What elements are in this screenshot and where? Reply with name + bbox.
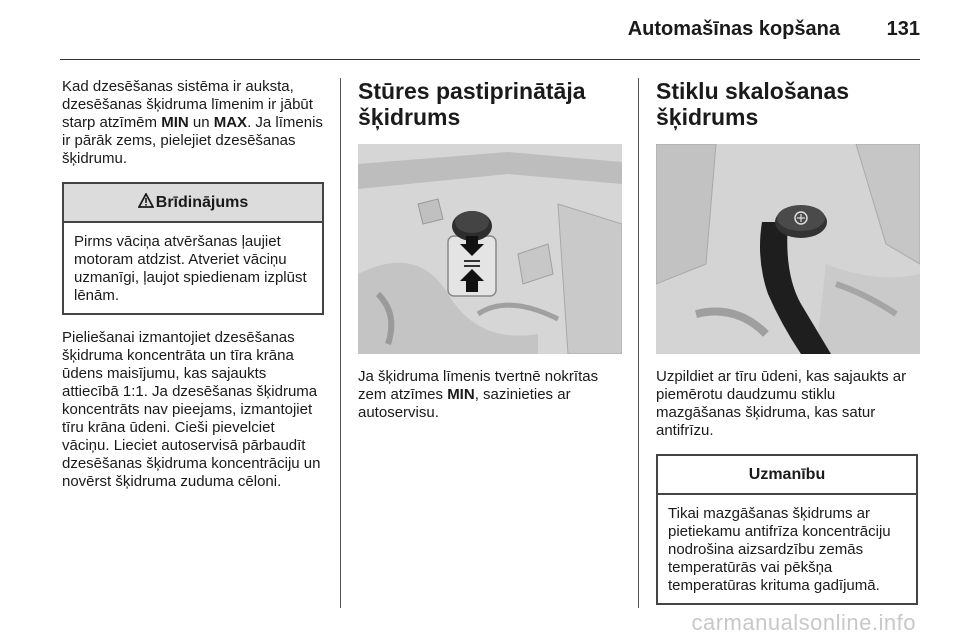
text-run: . Ja līmenis ir pārāk zems, pielejiet dzesēšanas šķidrumu. <box>62 114 323 167</box>
notice-box <box>656 454 918 605</box>
washer-fluid-text: Uzpildiet ar tīru ūdeni, kas sajaukts ar piemērotu daudzumu stiklu mazgāšanas šķidruma, kas satur antifrīzu. <box>656 368 907 439</box>
watermark: carmanualsonline.info <box>691 610 916 635</box>
column-divider-2 <box>638 78 639 608</box>
power-steering-text <box>358 368 620 422</box>
warning-triangle-icon <box>138 193 154 213</box>
warning-box-header <box>64 184 322 223</box>
warning-box <box>62 182 324 315</box>
warning-title: Brīdinājums <box>155 193 249 211</box>
text-run: Ja šķidruma līmenis tvertnē nokrītas zem atzīmes <box>358 368 599 403</box>
column-divider-1 <box>340 78 341 608</box>
notice-box-header <box>658 456 916 495</box>
coolant-mix-paragraph: Pieliešanai izmantojiet dzesēšanas šķidruma koncentrāta un tīra krāna ūdens maisījumu, kas sajaukts attiecībā 1:1. Ja dzesēšanas šķidruma koncentrāts nav pieejams, izmantojiet tīru krāna ūdeni. Cieši pievelciet vāciņu. Lieciet autoservisā pārbaudīt dzesēšanas šķidruma koncentrāciju un novērst šķidruma zuduma cēloni. <box>62 329 321 490</box>
notice-title: Uzmanību <box>748 465 826 483</box>
column-1 <box>62 78 324 491</box>
min-mark-label: MIN <box>447 386 475 403</box>
min-mark-label: MIN <box>161 114 189 131</box>
coolant-level-paragraph <box>62 78 324 168</box>
column-2 <box>358 78 620 422</box>
power-steering-heading: Stūres pastiprinātāja šķidrums <box>358 78 586 130</box>
page-number: 131 <box>886 18 920 40</box>
column-3 <box>656 78 918 605</box>
section-title: Automašīnas kopšana <box>627 18 840 40</box>
text-run: Kad dzesēšanas sistēma ir auksta, dzesēšanas šķidruma līmenim ir jābūt starp atzīmēm <box>62 78 313 131</box>
header-rule <box>60 59 920 60</box>
notice-body: Tikai mazgāšanas šķidrums ar pietiekamu antifrīza koncentrāciju nodrošina aizsardzību zemās temperatūrās vai pēkšņa temperatūras krituma gadījumā. <box>668 505 891 594</box>
power-steering-reservoir-photo <box>358 144 622 354</box>
washer-fluid-heading: Stiklu skalošanas šķidrums <box>656 78 850 130</box>
max-mark-label: MAX <box>213 114 248 131</box>
warning-body: Pirms vāciņa atvēršanas ļaujiet motoram atdzist. Atveriet vāciņu uzmanīgi, ļaujot spiedienam izplūst lēnām. <box>74 233 307 304</box>
text-run: un <box>188 114 214 131</box>
washer-reservoir-photo <box>656 144 920 354</box>
text-run: , sazinieties ar autoservisu. <box>358 386 571 421</box>
